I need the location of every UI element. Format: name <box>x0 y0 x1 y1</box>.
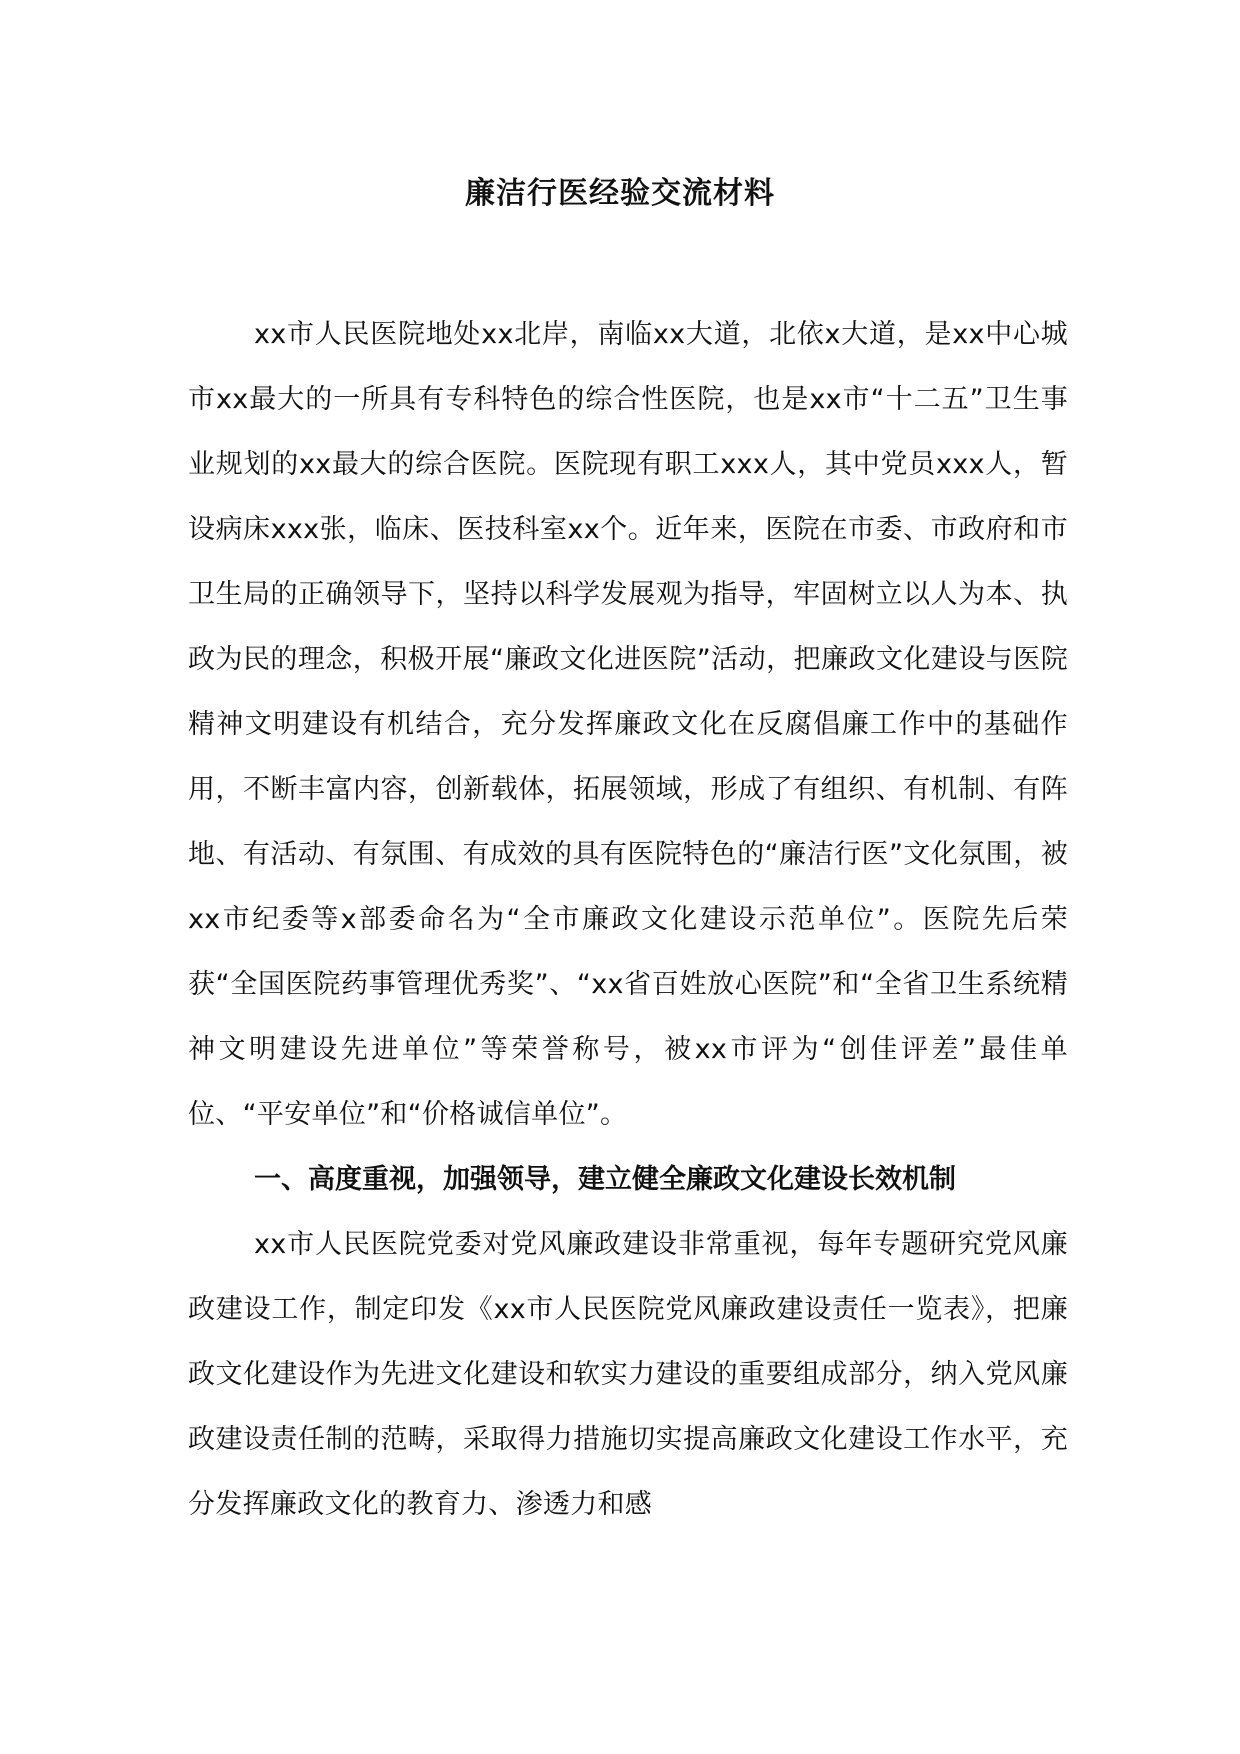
intro-paragraph: xx市人民医院地处xx北岸，南临xx大道，北依x大道，是xx中心城市xx最大的一所具有专科特色的综合性医院，也是xx市“十二五”卫生事业规划的xx最大的综合医院。医院现有职工xxx人，其中党员xxx人，暂设病床xxx张，临床、医技科室xx个。近年来，医院在市委、市政府和市卫生局的正确领导下，坚持以科学发展观为指导，牢固树立以人为本、执政为民的理念，积极开展“廉政文化进医院”活动，把廉政文化建设与医院精神文明建设有机结合，充分发挥廉政文化在反腐倡廉工作中的基础作用，不断丰富内容，创新载体，拓展领域，形成了有组织、有机制、有阵地、有活动、有氛围、有成效的具有医院特色的“廉洁行医”文化氛围，被xx市纪委等x部委命名为“全市廉政文化建设示范单位”。医院先后荣获“全国医院药事管理优秀奖”、“xx省百姓放心医院”和“全省卫生系统精神文明建设先进单位”等荣誉称号，被xx市评为“创佳评差”最佳单位、“平安单位”和“价格诚信单位”。 <box>188 319 1068 1130</box>
section-heading: 一、高度重视，加强领导，建立健全廉政文化建设长效机制 <box>254 1164 956 1195</box>
document-body <box>188 302 1068 1537</box>
document-title: 廉洁行医经验交流材料 <box>465 176 775 211</box>
section-paragraph: xx市人民医院党委对党风廉政建设非常重视，每年专题研究党风廉政建设工作，制定印发《xx市人民医院党风廉政建设责任一览表》，把廉政文化建设作为先进文化建设和软实力建设的重要组成部分，纳入党风廉政建设责任制的范畴，采取得力措施切实提高廉政文化建设工作水平，充分发挥廉政文化的教育力、渗透力和感 <box>188 1229 1068 1520</box>
